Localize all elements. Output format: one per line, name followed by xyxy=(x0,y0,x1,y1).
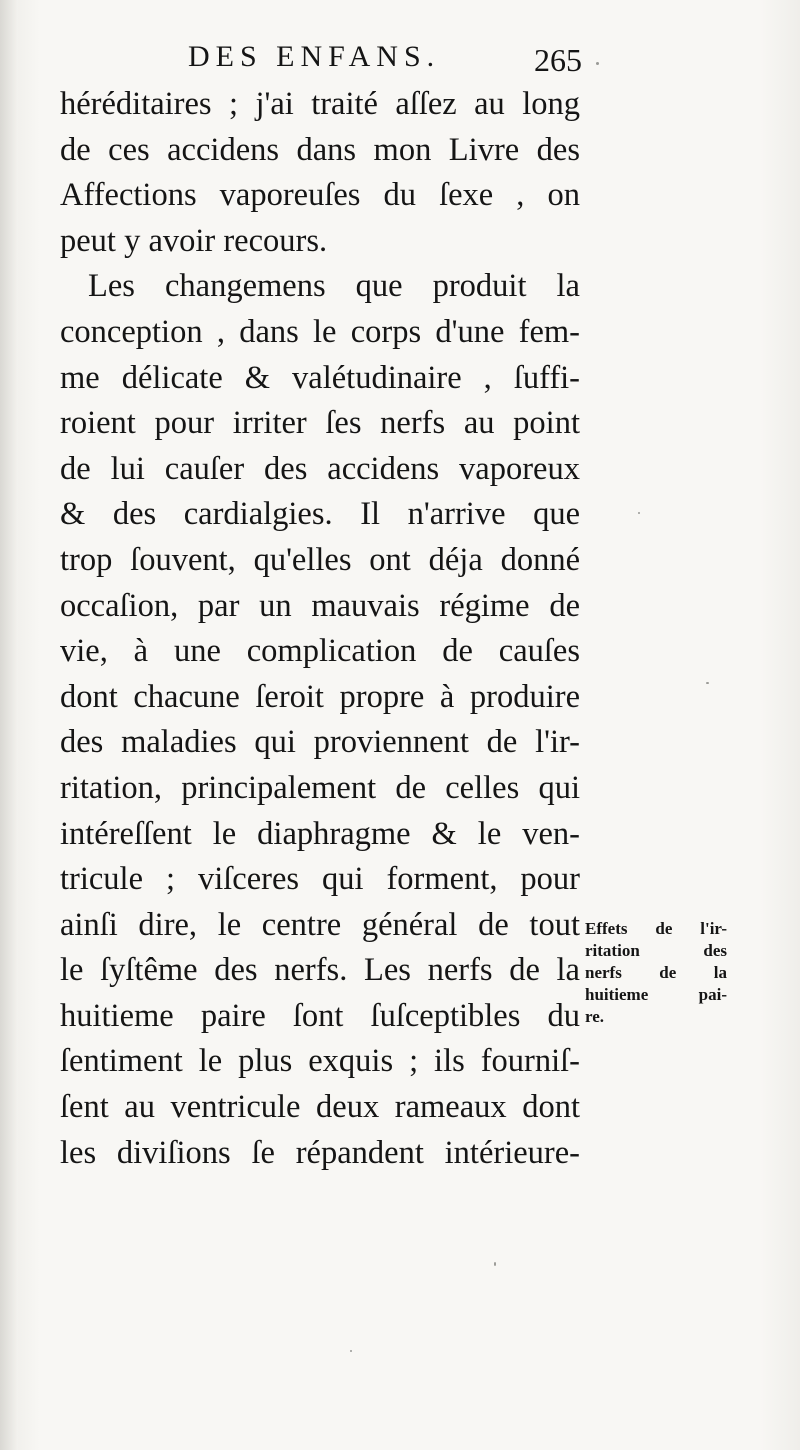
paper-speck xyxy=(638,512,640,514)
text-line: occaſion, par un mauvais régime de xyxy=(60,587,580,624)
body-text xyxy=(60,82,580,1176)
page-gutter-shadow xyxy=(0,0,18,1450)
text-line: tricule ; viſceres qui forment, pour xyxy=(60,861,580,898)
text-line: me délicate & valétudinaire , ſuffi- xyxy=(60,359,580,396)
text-line: Les changemens que produit la xyxy=(88,268,580,305)
text-line: ſentiment le plus exquis ; ils fourniſ- xyxy=(60,1043,580,1080)
text-line: le ſyſtême des nerfs. Les nerfs de la xyxy=(60,952,580,989)
margin-note-line: nerfs de la xyxy=(585,963,727,982)
page-number: 265 xyxy=(534,42,582,78)
text-line: les diviſions ſe répandent intérieure- xyxy=(60,1134,580,1171)
text-line: des maladies qui proviennent de l'ir- xyxy=(60,724,580,761)
text-line: Affections vaporeuſes du ſexe , on xyxy=(60,177,580,214)
text-line: intéreſſent le diaphragme & le ven- xyxy=(60,815,580,852)
paper-speck xyxy=(350,1350,352,1352)
running-head: DES ENFANS. xyxy=(188,40,441,73)
text-line: conception , dans le corps d'une fem- xyxy=(60,313,580,350)
text-line: roient pour irriter ſes nerfs au point xyxy=(60,405,580,442)
margin-note-line: Effets de l'ir- xyxy=(585,919,727,938)
text-line: huitieme paire ſont ſuſceptibles du xyxy=(60,997,580,1034)
paper-speck xyxy=(596,62,599,65)
text-line: vie, à une complication de cauſes xyxy=(60,633,580,670)
text-line: ſent au ventricule deux rameaux dont xyxy=(60,1089,580,1126)
margin-note xyxy=(585,918,727,1028)
text-line: trop ſouvent, qu'elles ont déja donné xyxy=(60,541,580,578)
text-line: de lui cauſer des accidens vaporeux xyxy=(60,450,580,487)
text-line: ritation, principalement de celles qui xyxy=(60,769,580,806)
text-line: & des cardialgies. Il n'arrive que xyxy=(60,496,580,533)
text-line: de ces accidens dans mon Livre des xyxy=(60,131,580,168)
paper-speck xyxy=(494,1262,496,1266)
margin-note-line: re. xyxy=(585,1007,605,1026)
text-line: ainſi dire, le centre général de tout xyxy=(60,906,580,943)
text-line: dont chacune ſeroit propre à produire xyxy=(60,678,580,715)
text-line: héréditaires ; j'ai traité aſſez au long xyxy=(60,86,580,122)
margin-note-line: ritation des xyxy=(585,941,727,960)
margin-note-line: huitieme pai- xyxy=(585,985,727,1004)
paper-speck xyxy=(706,682,709,684)
text-line: peut y avoir recours. xyxy=(60,222,328,259)
